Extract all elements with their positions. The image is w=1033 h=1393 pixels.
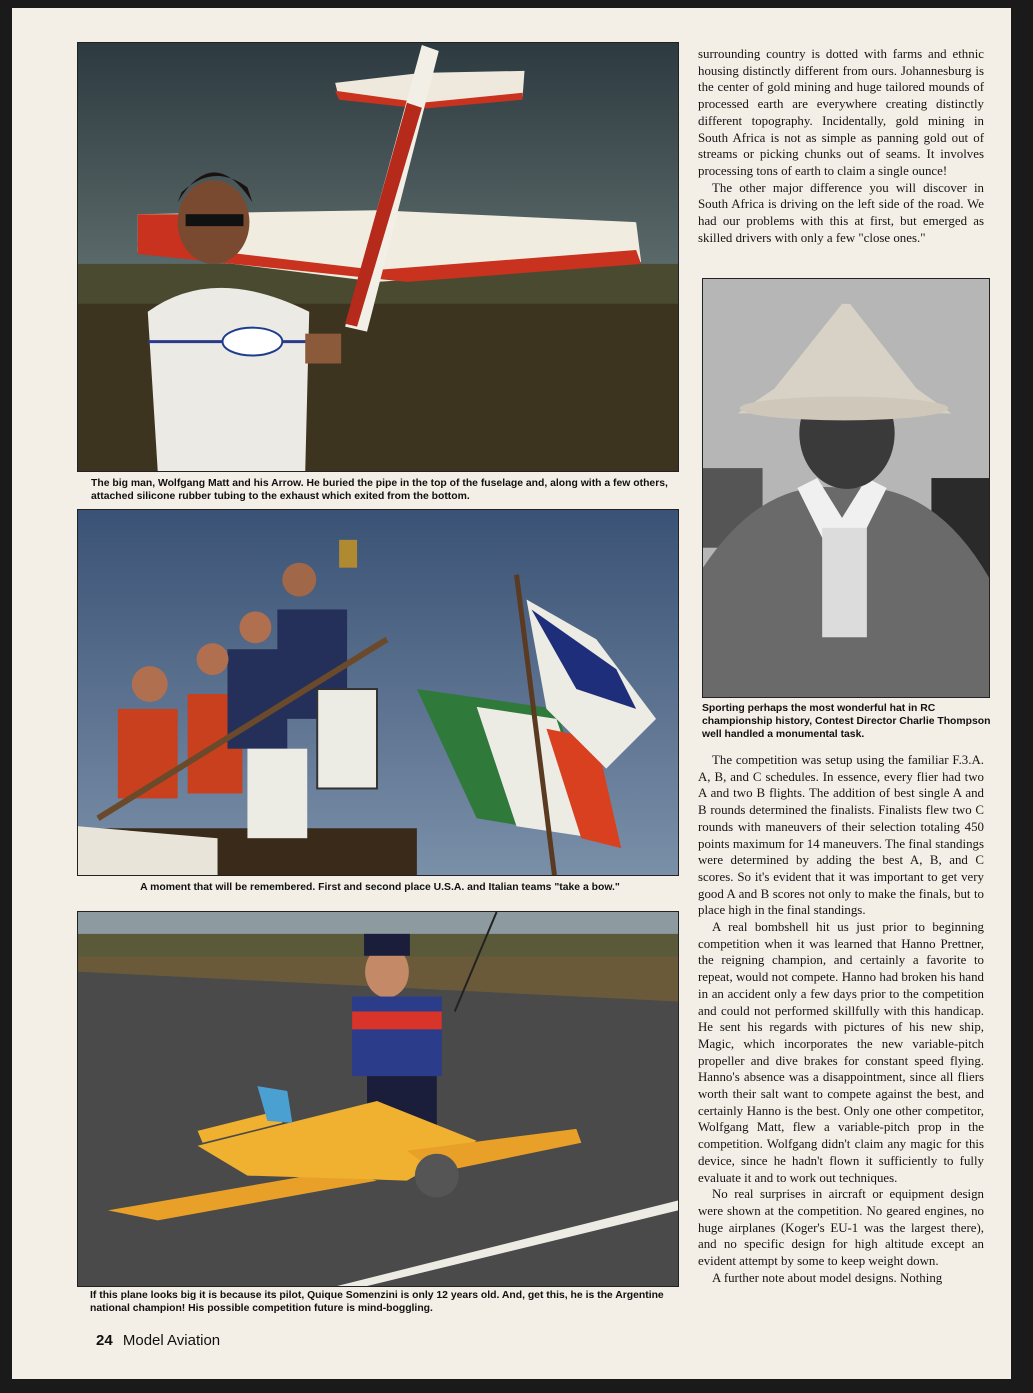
caption-wolfgang-matt: The big man, Wolfgang Matt and his Arrow. He buried the pipe in the top of the fuselage and, along with a few others, attached silicone rubber tubing to the exhaust which exited from the bottom. xyxy=(91,478,668,502)
article-paragraph: surrounding country is dotted with farms and ethnic housing distinctly different from ours. Johannesburg is the center of gold mining and huge tailored mounds of processed earth are everywhere creating distinctly different topography. Incidentally, gold mining in South Africa is not as simple as panning gold out of streams or picking chunks out of seams. It involves processing tons of earth to claim a single ounce! xyxy=(698,47,984,178)
photo-charlie-thompson xyxy=(702,278,990,698)
magazine-name: Model Aviation xyxy=(122,1332,221,1349)
photo-quique-somenzini xyxy=(77,911,679,1287)
article-column-bottom xyxy=(698,752,984,1287)
caption-charlie-thompson: Sporting perhaps the most wonderful hat in RC championship history, Contest Director Charlie Thompson well handled a monumental task. xyxy=(702,703,991,740)
photo-teams-bow xyxy=(77,509,679,876)
page-edge-bottom xyxy=(0,1379,1033,1393)
article-paragraph: The competition was setup using the familiar F.3.A. A, B, and C schedules. In essence, every flier had two A and two B flights. The addition of best single A and B rounds determined the finalists. Finalists flew two C rounds with maneuvers of their selection totaling 450 points maximum for 14 maneuvers. The final standings were determined by adding the best A, B, and C scores. So it's evident that it was important to get very good A and B scores not only to make the finals, but to place high in the final standings. xyxy=(698,753,984,918)
caption-teams-bow: A moment that will be remembered. First and second place U.S.A. and Italian teams "take a bow." xyxy=(140,882,620,893)
article-paragraph: The other major difference you will discover in South Africa is driving on the left side of the road. We had our problems with this at first, but emerged as skilled drivers with only a few "close ones." xyxy=(698,180,984,245)
article-column-top xyxy=(698,46,984,246)
page-footer xyxy=(96,1332,220,1349)
caption-quique-somenzini: If this plane looks big it is because its pilot, Quique Somenzini is only 12 years old. And, get this, he is the Argentine national champion! His possible competition future is mind-boggling. xyxy=(90,1290,664,1314)
page-edge-right xyxy=(1011,0,1033,1393)
article-paragraph: A further note about model designs. Nothing xyxy=(712,1270,943,1285)
article-paragraph: A real bombshell hit us just prior to beginning competition when it was learned that Hanno Prettner, the reigning champion, and certainly a favorite to repeat, would not compete. Hanno had broken his hand in an accident only a few days prior to the competition and could not performed skillfully with this handicap. He sent his regards with pictures of his new ship, Magic, which incorporates the new variable-pitch propeller and dive brakes for constant speed flying. Hanno's absence was a disappointment, since all fliers worth their salt want to compete against the best, and certainly Hanno is the best. Only one other competitor, Wolfgang Matt, flew a variable-pitch prop in the competition. Wolfgang didn't claim any magic for this device, since he hadn't flown it sufficiently to fully evaluate it and to work out techniques. xyxy=(698,920,984,1185)
page-number: 24 xyxy=(96,1332,113,1349)
photo-wolfgang-matt xyxy=(77,42,679,472)
page-edge-left xyxy=(0,0,12,1393)
page-edge-top xyxy=(0,0,1033,8)
article-paragraph: No real surprises in aircraft or equipment design were shown at the competition. No geared engines, no huge airplanes (Koger's EU-1 was the largest there), and no specific design for high altitude except an evident attempt by some to keep weight down. xyxy=(698,1187,984,1269)
